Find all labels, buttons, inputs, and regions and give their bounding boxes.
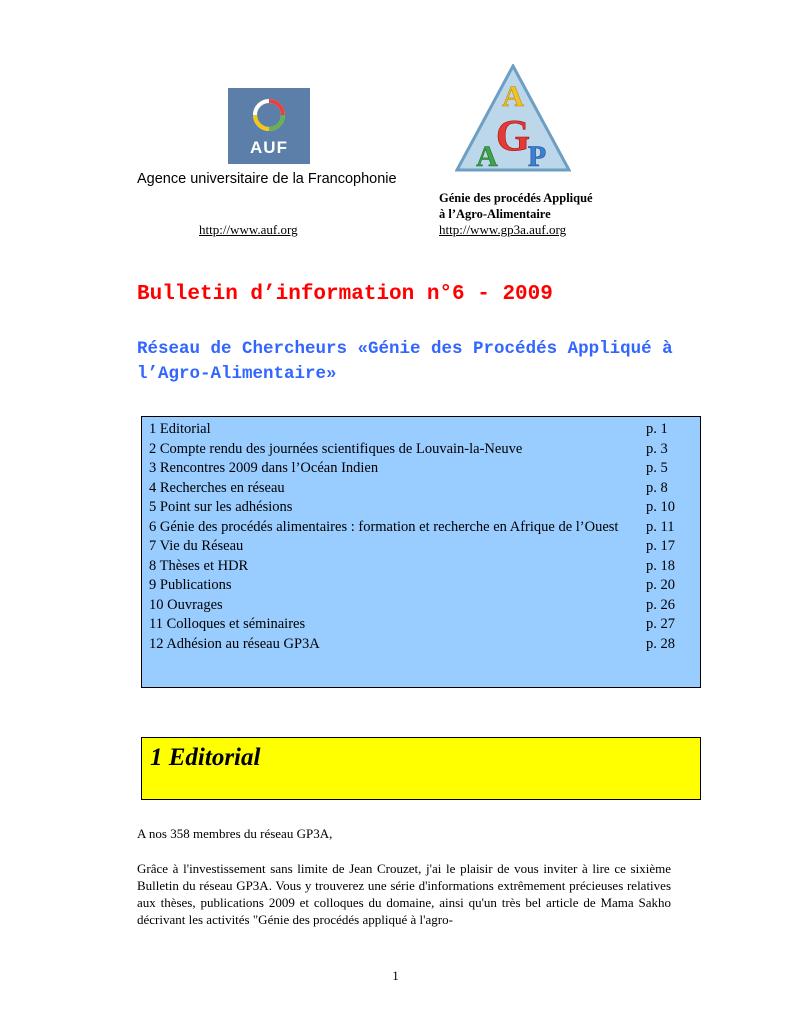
toc-item-page: p. 27	[646, 616, 675, 632]
auf-logo-text: AUF	[250, 138, 288, 157]
toc-item-label: 12 Adhésion au réseau GP3A	[149, 635, 320, 652]
toc-item-label: 6 Génie des procédés alimentaires : formation et recherche en Afrique de l’Ouest	[149, 518, 619, 535]
gp3a-caption-line1: Génie des procédés Appliqué	[439, 191, 593, 205]
editorial-body: Grâce à l'investissement sans limite de Jean Crouzet, j'ai le plaisir de vous inviter à lire ce sixième Bulletin du réseau GP3A. Vous y trouverez une série d'informations extrêmement précieuses relatives aux thèses, publications 2009 et colloques du domaine, ainsi qu'un très bel article de Mama Sakho décrivant les activités "Génie des procédés appliqué à l'agro-	[137, 861, 671, 927]
toc-item	[149, 518, 694, 538]
toc-item-label: 8 Thèses et HDR	[149, 557, 249, 574]
gp3a-logo-letter-1: A	[502, 80, 524, 113]
toc-item	[149, 479, 694, 499]
toc-item	[149, 615, 694, 635]
gp3a-caption-line2: à l’Agro-Alimentaire	[439, 207, 551, 221]
toc-item	[149, 420, 694, 440]
toc-item-label: 2 Compte rendu des journées scientifiques de Louvain-la-Neuve	[149, 440, 523, 457]
toc-item-label: 9 Publications	[149, 577, 232, 593]
toc-item-label: 10 Ouvrages	[149, 596, 223, 613]
editorial-heading-box	[141, 737, 701, 800]
toc-item-page: p. 3	[646, 440, 668, 457]
toc-item-page: p. 10	[646, 499, 675, 515]
toc-item	[149, 576, 694, 596]
toc-item-label: 5 Point sur les adhésions	[149, 499, 293, 515]
toc-item-label: 4 Recherches en réseau	[149, 479, 285, 496]
toc-item-page: p. 8	[646, 479, 668, 496]
gp3a-logo-letter-3: P	[527, 140, 547, 173]
toc-item-page: p. 18	[646, 557, 675, 574]
toc-item-label: 7 Vie du Réseau	[149, 538, 244, 554]
toc-item-label: 3 Rencontres 2009 dans l’Océan Indien	[149, 460, 379, 476]
editorial-heading: 1 Editorial	[150, 744, 261, 771]
toc-item-label: 11 Colloques et séminaires	[149, 616, 306, 632]
gp3a-logo-letter-2: G	[495, 111, 531, 160]
toc-item-page: p. 20	[646, 577, 675, 593]
toc-item-page: p. 17	[646, 538, 675, 554]
page-number: 1	[392, 968, 399, 983]
gp3a-logo-letter-4: A	[476, 140, 498, 173]
table-of-contents	[141, 416, 701, 688]
toc-item-page: p. 28	[646, 635, 675, 652]
auf-url-link[interactable]: http://www.auf.org	[199, 222, 298, 237]
toc-item	[149, 440, 694, 460]
toc-item-label: 1 Editorial	[149, 421, 211, 437]
bulletin-title: Bulletin d’information n°6 - 2009	[137, 283, 553, 306]
gp3a-logo	[455, 64, 571, 174]
toc-item	[149, 498, 694, 518]
toc-item	[149, 635, 694, 655]
toc-item-page: p. 5	[646, 460, 668, 476]
bulletin-subtitle: Réseau de Chercheurs «Génie des Procédés Appliqué à l’Agro-Alimentaire»	[137, 339, 673, 384]
toc-item	[149, 459, 694, 479]
toc-item	[149, 557, 694, 577]
toc-item-page: p. 11	[646, 518, 675, 535]
toc-item-page: p. 26	[646, 596, 675, 613]
auf-caption: Agence universitaire de la Francophonie	[137, 171, 397, 187]
gp3a-url-link[interactable]: http://www.gp3a.auf.org	[439, 222, 567, 237]
editorial-greeting: A nos 358 membres du réseau GP3A,	[137, 826, 333, 841]
toc-item	[149, 596, 694, 616]
toc-item-page: p. 1	[646, 421, 668, 437]
gp3a-caption	[439, 190, 593, 222]
toc-item	[149, 537, 694, 557]
auf-logo	[228, 88, 310, 164]
